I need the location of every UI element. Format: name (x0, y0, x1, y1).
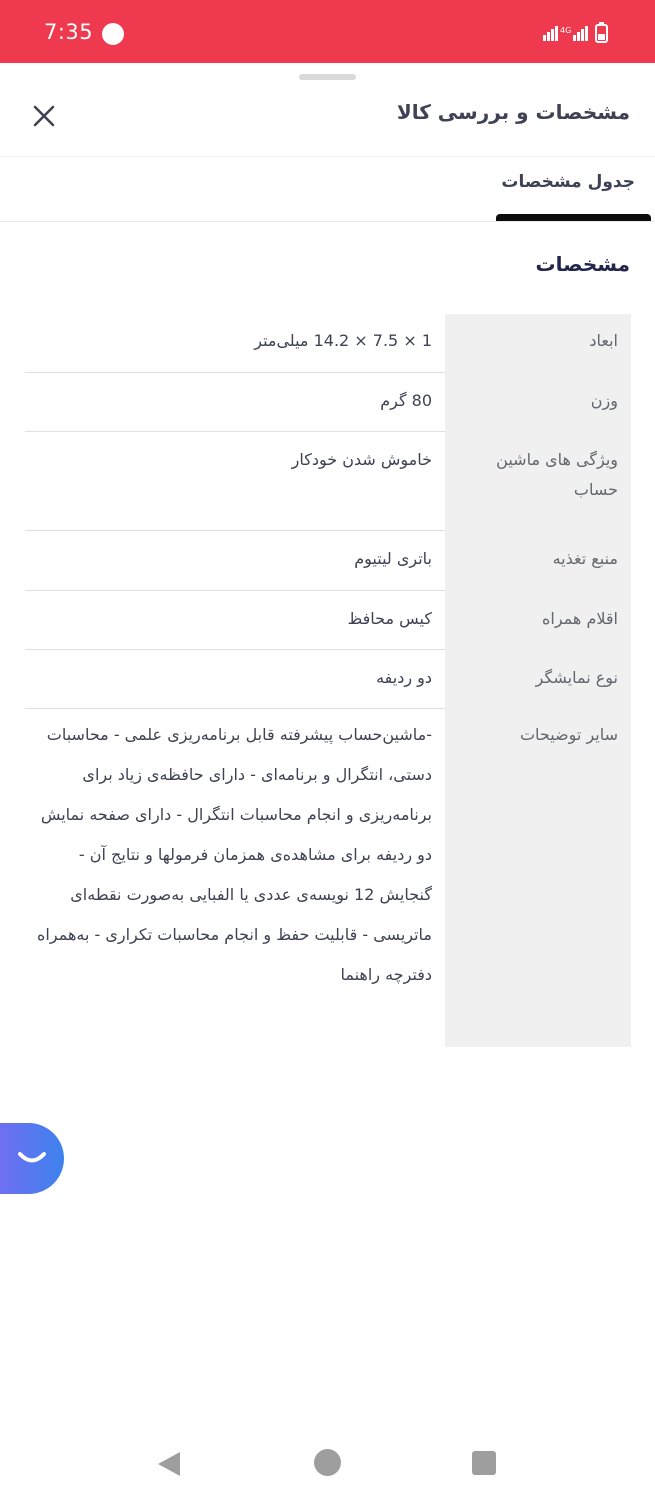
spec-table (25, 314, 631, 1047)
spec-key: ابعاد (445, 314, 631, 373)
spec-row (25, 432, 631, 531)
spec-key: نوع نمایشگر (445, 650, 631, 709)
chat-button[interactable] (0, 1123, 64, 1194)
spec-value: 1 × 7.5 × 14.2 میلی‌متر (25, 314, 445, 373)
signal-icon (543, 26, 558, 41)
spec-key: اقلام همراه (445, 591, 631, 650)
chat-smile-icon (15, 1149, 49, 1169)
notification-dot-icon (102, 23, 124, 45)
system-nav-bar (0, 1430, 655, 1500)
spec-value: باتری لیتیوم (25, 531, 445, 591)
signal-icon (573, 26, 588, 41)
tab-spec-table[interactable]: جدول مشخصات (501, 172, 635, 192)
spec-row (25, 650, 631, 709)
section-title: مشخصات (535, 252, 630, 276)
spec-row (25, 591, 631, 650)
svg-text:4G: 4G (560, 26, 572, 35)
sheet-drag-handle[interactable] (299, 74, 356, 80)
spec-row (25, 709, 631, 1047)
recents-square-icon[interactable] (472, 1451, 496, 1475)
tabs-divider (0, 221, 655, 222)
header-divider (0, 156, 655, 157)
spec-row (25, 531, 631, 591)
spec-key: وزن (445, 373, 631, 432)
spec-key: سایر توضیحات (445, 709, 631, 1047)
battery-icon (596, 22, 607, 42)
spec-value: خاموش شدن خودکار (25, 432, 445, 531)
home-circle-icon[interactable] (314, 1449, 341, 1476)
spec-row (25, 314, 631, 373)
4g-icon (560, 26, 571, 35)
spec-value: کیس محافظ (25, 591, 445, 650)
sheet-title: مشخصات و بررسی کالا (396, 100, 630, 124)
spec-value: دو ردیفه (25, 650, 445, 709)
spec-row (25, 373, 631, 432)
status-bar (0, 0, 655, 63)
spec-value: 80 گرم (25, 373, 445, 432)
back-triangle-icon[interactable] (156, 1450, 182, 1478)
spec-value: -ماشین‌حساب پیشرفته قابل برنامه‌ریزی علمی - محاسبات دستی، انتگرال و برنامه‌ای - دارای حافظه‌ی زیاد برای برنامه‌ریزی و انجام محاسبات انتگرال - دارای صفحه نمایش دو ردیفه برای مشاهده‌ی همزمان فرمولها و نتایج آن - گنجایش 12 نویسه‌ی عددی یا الفبایی به‌صورت نقطه‌ای ماتریسی - قابلیت حفظ و انجام محاسبات تکراری - به‌همراه دفترچه راهنما (37, 725, 432, 984)
close-icon (32, 104, 56, 128)
status-time: 7:35 (44, 20, 94, 44)
close-button[interactable] (26, 98, 62, 134)
status-icons (543, 22, 613, 44)
spec-key: منبع تغذیه (445, 531, 631, 591)
spec-key: ویژگی های ماشین حساب (445, 432, 631, 531)
